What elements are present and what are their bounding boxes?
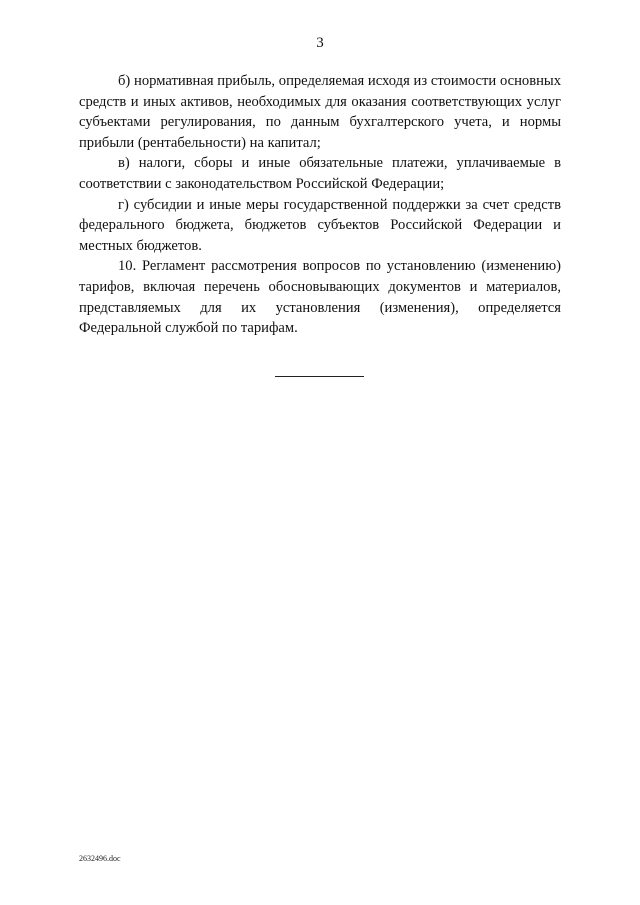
end-separator-line xyxy=(275,376,364,377)
paragraph-clause-10: 10. Регламент рассмотрения вопросов по установлению (изменению) тарифов, включая перечень обосновывающих документов и материалов, представляемых для их установления (изменения), определяется Федеральной службой по тарифам. xyxy=(79,258,561,337)
page-number: 3 xyxy=(316,35,324,51)
paragraph-item-b: б) нормативная прибыль, определяемая исходя из стоимости основных средств и иных активов, необходимых для оказания соответствующих услуг субъектами регулирования, по данным бухгалтерского учета, и нормы прибыли (рентабельности) на капитал; xyxy=(79,73,561,151)
document-body xyxy=(79,71,561,339)
footer-document-code: 2632496.doc xyxy=(79,854,121,863)
paragraph-item-v: в) налоги, сборы и иные обязательные платежи, уплачиваемые в соответствии с законодательством Российской Федерации; xyxy=(79,155,561,192)
paragraph-item-g: г) субсидии и иные меры государственной поддержки за счет средств федерального бюджета, бюджетов субъектов Российской Федерации и местных бюджетов. xyxy=(79,196,561,254)
